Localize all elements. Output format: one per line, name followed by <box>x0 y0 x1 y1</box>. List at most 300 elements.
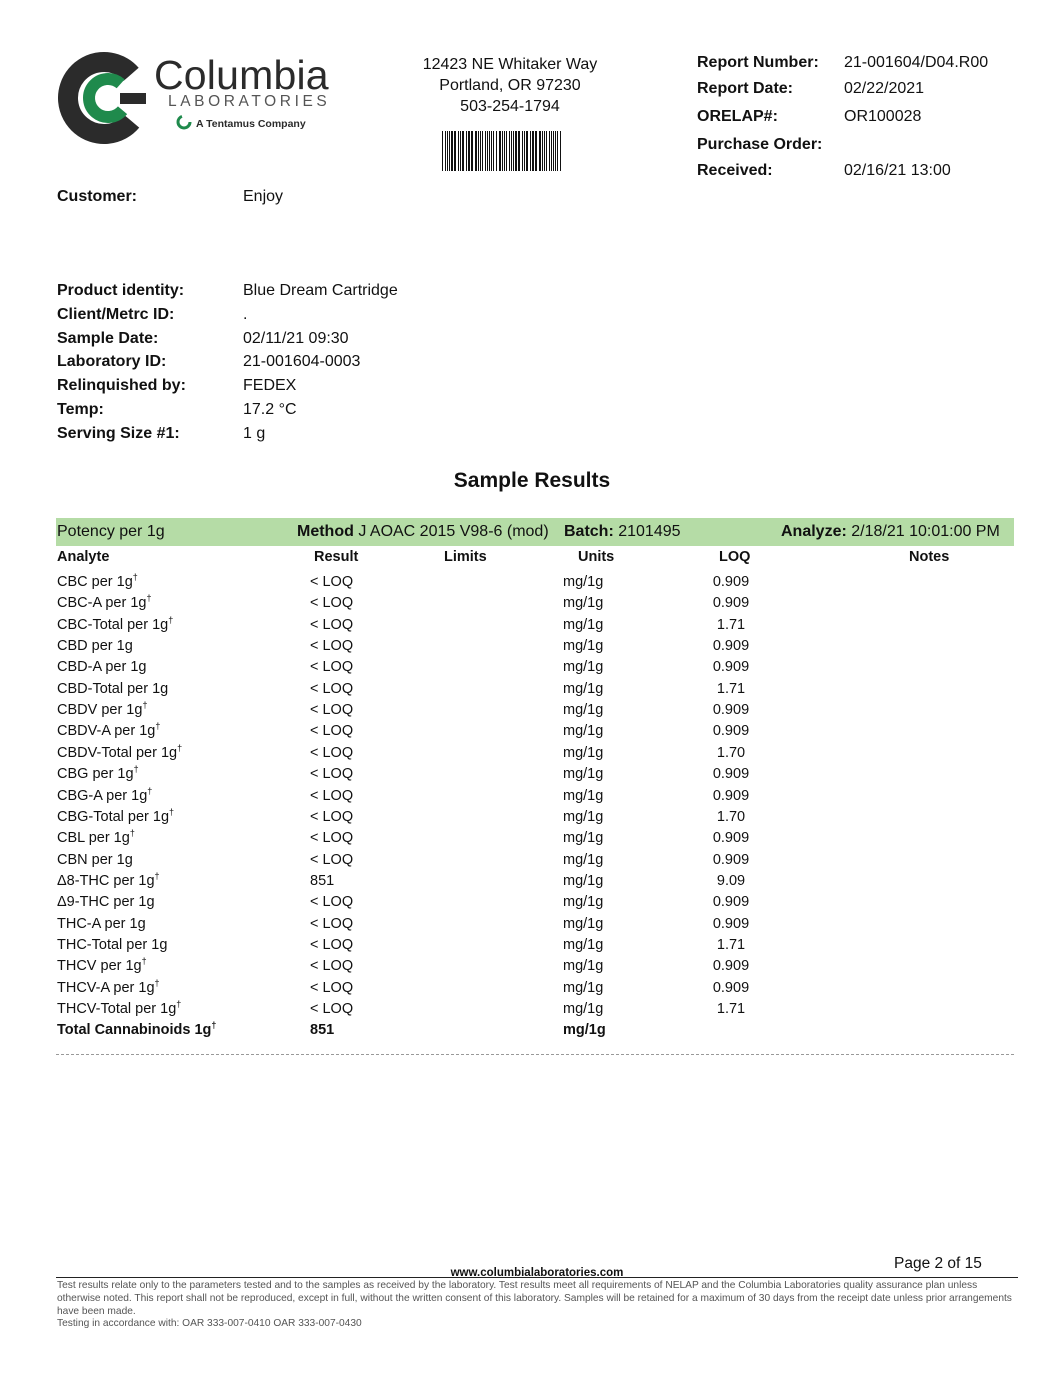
units-cell <box>563 852 603 868</box>
units-cell <box>563 980 603 996</box>
analyte-cell <box>57 873 160 889</box>
units-cell <box>563 788 603 804</box>
barcode-bar <box>485 131 486 171</box>
units-cell <box>563 595 603 611</box>
disclaimer-text: Test results relate only to the parameters tested and to the samples as received by the laboratory. Test results meet all requirements of NELAP and the Columbia Laboratories quality assurance plan unless otherwise noted. This report shall not be reproduced, except in full, without the written consent of this laboratory. Samples will be retained for a maximum of 30 days from the receipt date unless prior arrangements have been made. <box>57 1280 1012 1317</box>
website-link[interactable]: www.columbialaboratories.com <box>450 1267 624 1279</box>
result-cell-text: 851 <box>310 1022 335 1038</box>
barcode-bar <box>511 131 512 171</box>
analyte-cell-text: CBC-A per 1g <box>57 595 147 611</box>
dagger-mark: † <box>154 978 160 989</box>
meta-value: OR100028 <box>844 108 922 125</box>
analyte-cell-text: CBC-Total per 1g <box>57 617 169 633</box>
loq-cell-text: 0.909 <box>712 788 750 804</box>
units-cell <box>563 745 603 761</box>
info-value: 02/11/21 09:30 <box>243 330 349 347</box>
dagger-mark: † <box>146 593 152 604</box>
units-cell-text: mg/1g <box>563 916 604 932</box>
table-row <box>56 980 1014 1001</box>
meta-label: ORELAP#: <box>697 108 778 125</box>
analyte-cell-text: Total Cannabinoids 1g <box>57 1022 212 1038</box>
tentamus-mark-icon <box>176 114 192 130</box>
units-cell-text: mg/1g <box>563 574 604 590</box>
band-batch-value: 2101495 <box>618 523 681 540</box>
analyte-cell <box>57 659 146 675</box>
band-name: Potency per 1g <box>57 523 165 540</box>
table-row <box>56 723 1014 744</box>
total-row <box>56 1022 1014 1043</box>
units-cell <box>563 1001 603 1017</box>
units-cell <box>563 809 603 825</box>
units-cell-text: mg/1g <box>563 873 604 889</box>
columbia-logo <box>58 50 348 150</box>
barcode-bar <box>515 131 517 171</box>
table-row <box>56 617 1014 638</box>
dagger-mark: † <box>155 721 161 732</box>
band-method <box>297 523 549 541</box>
barcode-bar <box>513 131 514 171</box>
units-cell-text: mg/1g <box>563 595 604 611</box>
loq-cell-text: 0.909 <box>712 852 750 868</box>
barcode-bar <box>504 131 505 171</box>
loq-cell <box>681 937 781 953</box>
table-row <box>56 766 1014 787</box>
units-cell-text: mg/1g <box>563 1001 604 1017</box>
units-cell-text: mg/1g <box>563 958 604 974</box>
analyte-cell-text: THC-A per 1g <box>57 916 146 932</box>
result-cell <box>310 595 353 611</box>
dagger-mark: † <box>147 786 153 797</box>
units-cell-text: mg/1g <box>563 852 604 868</box>
info-value: FEDEX <box>243 377 297 394</box>
table-row <box>56 681 1014 702</box>
table-row <box>56 809 1014 830</box>
units-cell <box>563 830 603 846</box>
table-row <box>56 958 1014 979</box>
loq-cell-text: 0.909 <box>712 830 750 846</box>
dagger-mark: † <box>142 700 148 711</box>
result-cell-text: < LOQ <box>310 809 354 825</box>
info-value: 17.2 °C <box>243 401 297 418</box>
loq-cell <box>681 830 781 846</box>
footer-divider <box>56 1277 1018 1278</box>
result-cell-text: < LOQ <box>310 830 354 846</box>
analyte-cell <box>57 766 139 782</box>
logo-name: Columbia <box>154 52 329 98</box>
table-row <box>56 702 1014 723</box>
units-cell <box>563 958 603 974</box>
barcode-bar <box>518 131 520 171</box>
loq-cell-text: 0.909 <box>712 723 750 739</box>
loq-cell <box>681 681 781 697</box>
result-cell-text: < LOQ <box>310 745 354 761</box>
analyte-cell-text: CBG-Total per 1g <box>57 809 170 825</box>
units-cell-text: mg/1g <box>563 702 604 718</box>
analyte-cell-text: THCV-Total per 1g <box>57 1001 177 1017</box>
analyte-cell <box>57 894 155 910</box>
meta-label: Received: <box>697 162 773 179</box>
analyte-cell <box>57 1022 216 1038</box>
band-method-value: J AOAC 2015 V98-6 (mod) <box>358 523 549 540</box>
barcode-bar <box>478 131 479 171</box>
dagger-mark: † <box>177 743 183 754</box>
loq-cell <box>681 873 781 889</box>
barcode-bar <box>499 131 501 171</box>
analyte-cell <box>57 980 160 996</box>
units-cell <box>563 659 603 675</box>
result-cell <box>310 766 353 782</box>
barcode-bar <box>449 131 450 171</box>
analyte-cell <box>57 702 147 718</box>
analyte-cell <box>57 617 173 633</box>
result-cell <box>310 702 353 718</box>
table-row <box>56 595 1014 616</box>
result-cell <box>310 852 353 868</box>
table-row <box>56 873 1014 894</box>
analyte-cell-text: CBDV-A per 1g <box>57 723 156 739</box>
loq-cell-text: 1.71 <box>716 937 746 953</box>
loq-cell-text: 9.09 <box>716 873 746 889</box>
analyte-cell-text: Δ9-THC per 1g <box>57 894 155 910</box>
analyte-cell-text: Δ8-THC per 1g <box>57 873 155 889</box>
table-row <box>56 745 1014 766</box>
table-row <box>56 659 1014 680</box>
analyte-cell <box>57 852 133 868</box>
units-cell <box>563 1022 606 1038</box>
result-cell-text: < LOQ <box>310 958 354 974</box>
analyte-cell <box>57 916 146 932</box>
meta-value: 02/22/2021 <box>844 80 925 97</box>
col-analyte: Analyte <box>57 549 110 565</box>
barcode-bar <box>546 131 547 171</box>
lab-address <box>400 54 620 117</box>
loq-cell-text: 0.909 <box>712 894 750 910</box>
barcode-bar <box>442 131 443 171</box>
barcode-bar <box>544 131 545 171</box>
barcode-icon <box>442 131 564 171</box>
loq-cell <box>681 958 781 974</box>
analyte-cell <box>57 723 160 739</box>
table-row <box>56 830 1014 851</box>
result-cell <box>310 937 353 953</box>
band-batch-label: Batch: <box>564 523 614 540</box>
meta-value: 02/16/21 13:00 <box>844 162 951 179</box>
page-number: Page 2 of 15 <box>894 1255 982 1272</box>
barcode-bar <box>535 131 537 171</box>
analyte-cell-text: CBDV-Total per 1g <box>57 745 178 761</box>
units-cell-text: mg/1g <box>563 894 604 910</box>
barcode-bar <box>530 131 531 171</box>
barcode-bar <box>480 131 481 171</box>
loq-cell <box>681 916 781 932</box>
analyte-cell <box>57 937 167 953</box>
loq-cell <box>681 702 781 718</box>
units-cell <box>563 766 603 782</box>
units-cell-text: mg/1g <box>563 723 604 739</box>
analyte-cell-text: THC-Total per 1g <box>57 937 168 953</box>
barcode-bar <box>542 131 543 171</box>
result-cell <box>310 681 353 697</box>
units-cell <box>563 681 603 697</box>
col-units: Units <box>578 549 615 565</box>
analyte-cell <box>57 681 168 697</box>
barcode-bar <box>526 131 528 171</box>
units-cell <box>563 937 603 953</box>
barcode-bar <box>466 131 467 171</box>
analyte-cell <box>57 1001 181 1017</box>
units-cell-text: mg/1g <box>563 766 604 782</box>
barcode-bar <box>487 131 488 171</box>
analyte-cell-text: CBN per 1g <box>57 852 133 868</box>
loq-cell-text: 1.70 <box>716 745 746 761</box>
analyte-cell-text: CBG per 1g <box>57 766 134 782</box>
loq-cell-text: 1.70 <box>716 809 746 825</box>
loq-cell-text: 0.909 <box>712 574 750 590</box>
analyte-cell <box>57 809 174 825</box>
result-cell <box>310 617 353 633</box>
loq-cell <box>681 1001 781 1017</box>
result-cell <box>310 873 334 889</box>
barcode-bar <box>496 131 497 171</box>
info-label: Sample Date: <box>57 330 159 347</box>
units-cell-text: mg/1g <box>563 1022 606 1038</box>
result-cell <box>310 659 353 675</box>
units-cell-text: mg/1g <box>563 681 604 697</box>
col-limits: Limits <box>444 549 487 565</box>
meta-label: Purchase Order: <box>697 136 823 153</box>
result-cell-text: < LOQ <box>310 894 354 910</box>
info-label: Serving Size #1: <box>57 425 180 442</box>
result-cell-text: < LOQ <box>310 937 354 953</box>
loq-cell-text: 0.909 <box>712 916 750 932</box>
dagger-mark: † <box>176 999 182 1010</box>
barcode-bar <box>524 131 525 171</box>
result-cell-text: < LOQ <box>310 681 354 697</box>
barcode-bar <box>551 131 552 171</box>
units-cell-text: mg/1g <box>563 745 604 761</box>
barcode-bar <box>553 131 554 171</box>
barcode-bar <box>460 131 461 171</box>
col-result: Result <box>314 549 359 565</box>
loq-cell <box>681 745 781 761</box>
barcode-bar <box>468 131 470 171</box>
table-row <box>56 894 1014 915</box>
units-cell <box>563 723 603 739</box>
result-cell <box>310 980 353 996</box>
units-cell-text: mg/1g <box>563 659 604 675</box>
dagger-mark: † <box>154 871 160 882</box>
analyte-cell-text: CBL per 1g <box>57 830 130 846</box>
loq-cell <box>681 617 781 633</box>
loq-cell <box>681 980 781 996</box>
units-cell-text: mg/1g <box>563 638 604 654</box>
result-cell-text: < LOQ <box>310 702 354 718</box>
barcode-bar <box>445 131 446 171</box>
loq-cell-text: 0.909 <box>712 958 750 974</box>
result-cell-text: < LOQ <box>310 617 354 633</box>
units-cell <box>563 702 603 718</box>
units-cell-text: mg/1g <box>563 980 604 996</box>
table-end-divider <box>56 1054 1014 1055</box>
result-cell-text: < LOQ <box>310 852 354 868</box>
table-row <box>56 788 1014 809</box>
barcode-bar <box>447 131 448 171</box>
analyte-cell-text: CBD per 1g <box>57 638 133 654</box>
testing-accordance: Testing in accordance with: OAR 333-007-0410 OAR 333-007-0430 <box>57 1318 362 1329</box>
result-cell-text: < LOQ <box>310 766 354 782</box>
analyte-cell <box>57 788 152 804</box>
barcode-bar <box>489 131 490 171</box>
loq-cell <box>681 659 781 675</box>
barcode-bar <box>458 131 459 171</box>
units-cell-text: mg/1g <box>563 830 604 846</box>
barcode-bar <box>462 131 464 171</box>
band-method-label: Method <box>297 523 354 540</box>
analyte-cell-text: CBG-A per 1g <box>57 788 148 804</box>
loq-cell-text: 1.71 <box>716 617 746 633</box>
loq-cell-text: 0.909 <box>712 595 750 611</box>
barcode-bar <box>454 131 456 171</box>
loq-cell <box>681 766 781 782</box>
table-row <box>56 852 1014 873</box>
barcode-bar <box>532 131 534 171</box>
result-cell <box>310 830 353 846</box>
result-cell-text: < LOQ <box>310 723 354 739</box>
dagger-mark: † <box>129 828 135 839</box>
barcode-bar <box>557 131 558 171</box>
info-value: Blue Dream Cartridge <box>243 282 398 299</box>
analyte-cell <box>57 745 182 761</box>
dagger-mark: † <box>211 1020 217 1031</box>
info-label: Relinquished by: <box>57 377 186 394</box>
loq-cell <box>681 852 781 868</box>
loq-cell <box>681 788 781 804</box>
logo-subtitle: LABORATORIES <box>168 93 331 110</box>
analyte-cell-text: THCV-A per 1g <box>57 980 155 996</box>
dagger-mark: † <box>133 764 139 775</box>
units-cell <box>563 894 603 910</box>
result-cell <box>310 958 353 974</box>
info-value: 1 g <box>243 425 266 442</box>
barcode-bar <box>491 131 492 171</box>
analyte-cell-text: CBD-A per 1g <box>57 659 147 675</box>
result-cell <box>310 1001 353 1017</box>
dagger-mark: † <box>132 572 138 583</box>
result-cell-text: < LOQ <box>310 659 354 675</box>
barcode-bar <box>522 131 523 171</box>
info-value: . <box>243 306 248 323</box>
result-cell-text: < LOQ <box>310 1001 354 1017</box>
result-cell <box>310 574 353 590</box>
col-notes: Notes <box>909 549 950 565</box>
meta-label: Report Date: <box>697 80 794 97</box>
analyte-cell-text: THCV per 1g <box>57 958 142 974</box>
loq-cell <box>681 809 781 825</box>
logo-tagline: A Tentamus Company <box>196 118 306 130</box>
address-street: 12423 NE Whitaker Way <box>422 56 598 73</box>
loq-cell-text: 0.909 <box>712 766 750 782</box>
potency-header-band <box>56 518 1014 546</box>
address-city: Portland, OR 97230 <box>439 77 581 94</box>
units-cell <box>563 638 603 654</box>
units-cell-text: mg/1g <box>563 617 604 633</box>
loq-cell <box>681 894 781 910</box>
analyte-cell <box>57 958 147 974</box>
loq-cell <box>681 638 781 654</box>
logo-mark-icon <box>58 50 154 146</box>
loq-cell <box>681 595 781 611</box>
result-cell-text: < LOQ <box>310 574 354 590</box>
units-cell-text: mg/1g <box>563 809 604 825</box>
barcode-bar <box>539 131 541 171</box>
loq-cell-text: 1.71 <box>716 1001 746 1017</box>
loq-cell-text: 0.909 <box>712 980 750 996</box>
info-label: Temp: <box>57 401 104 418</box>
units-cell-text: mg/1g <box>563 788 604 804</box>
result-cell <box>310 916 353 932</box>
loq-cell-text: 0.909 <box>712 702 750 718</box>
meta-label: Report Number: <box>697 54 819 71</box>
result-cell-text: < LOQ <box>310 595 354 611</box>
barcode-bar <box>493 131 494 171</box>
band-batch <box>564 523 681 541</box>
barcode-bar <box>555 131 556 171</box>
barcode-bar <box>451 131 453 171</box>
analyte-cell <box>57 595 151 611</box>
barcode-bar <box>482 131 483 171</box>
table-row <box>56 1001 1014 1022</box>
table-row <box>56 574 1014 595</box>
info-label: Laboratory ID: <box>57 353 167 370</box>
customer-label: Customer: <box>57 188 138 205</box>
analyte-cell-text: CBD-Total per 1g <box>57 681 169 697</box>
customer-value: Enjoy <box>243 188 284 205</box>
result-cell <box>310 638 353 654</box>
analyte-cell <box>57 574 138 590</box>
barcode-bar <box>471 131 473 171</box>
loq-cell <box>681 723 781 739</box>
result-cell-text: < LOQ <box>310 638 354 654</box>
units-cell <box>563 617 603 633</box>
col-loq: LOQ <box>719 549 751 565</box>
table-row <box>56 638 1014 659</box>
info-label: Client/Metrc ID: <box>57 306 175 323</box>
analyte-cell <box>57 830 135 846</box>
result-cell <box>310 745 353 761</box>
result-cell-text: < LOQ <box>310 916 354 932</box>
barcode-bar <box>549 131 550 171</box>
result-cell <box>310 723 353 739</box>
result-cell-text: 851 <box>310 873 335 889</box>
barcode-bar <box>560 131 561 171</box>
info-value: 21-001604-0003 <box>243 353 361 370</box>
result-cell-text: < LOQ <box>310 788 354 804</box>
address-phone: 503-254-1794 <box>460 98 560 115</box>
loq-cell-text: 1.71 <box>716 681 746 697</box>
loq-cell <box>681 574 781 590</box>
units-cell-text: mg/1g <box>563 937 604 953</box>
result-cell-text: < LOQ <box>310 980 354 996</box>
section-title: Sample Results <box>453 469 611 492</box>
dagger-mark: † <box>168 615 174 626</box>
band-analyze-label: Analyze: <box>781 523 847 540</box>
barcode-bar <box>506 131 507 171</box>
units-cell <box>563 873 603 889</box>
loq-cell-text: 0.909 <box>712 638 750 654</box>
barcode-bar <box>509 131 510 171</box>
info-label: Product identity: <box>57 282 185 299</box>
result-cell <box>310 1022 334 1038</box>
